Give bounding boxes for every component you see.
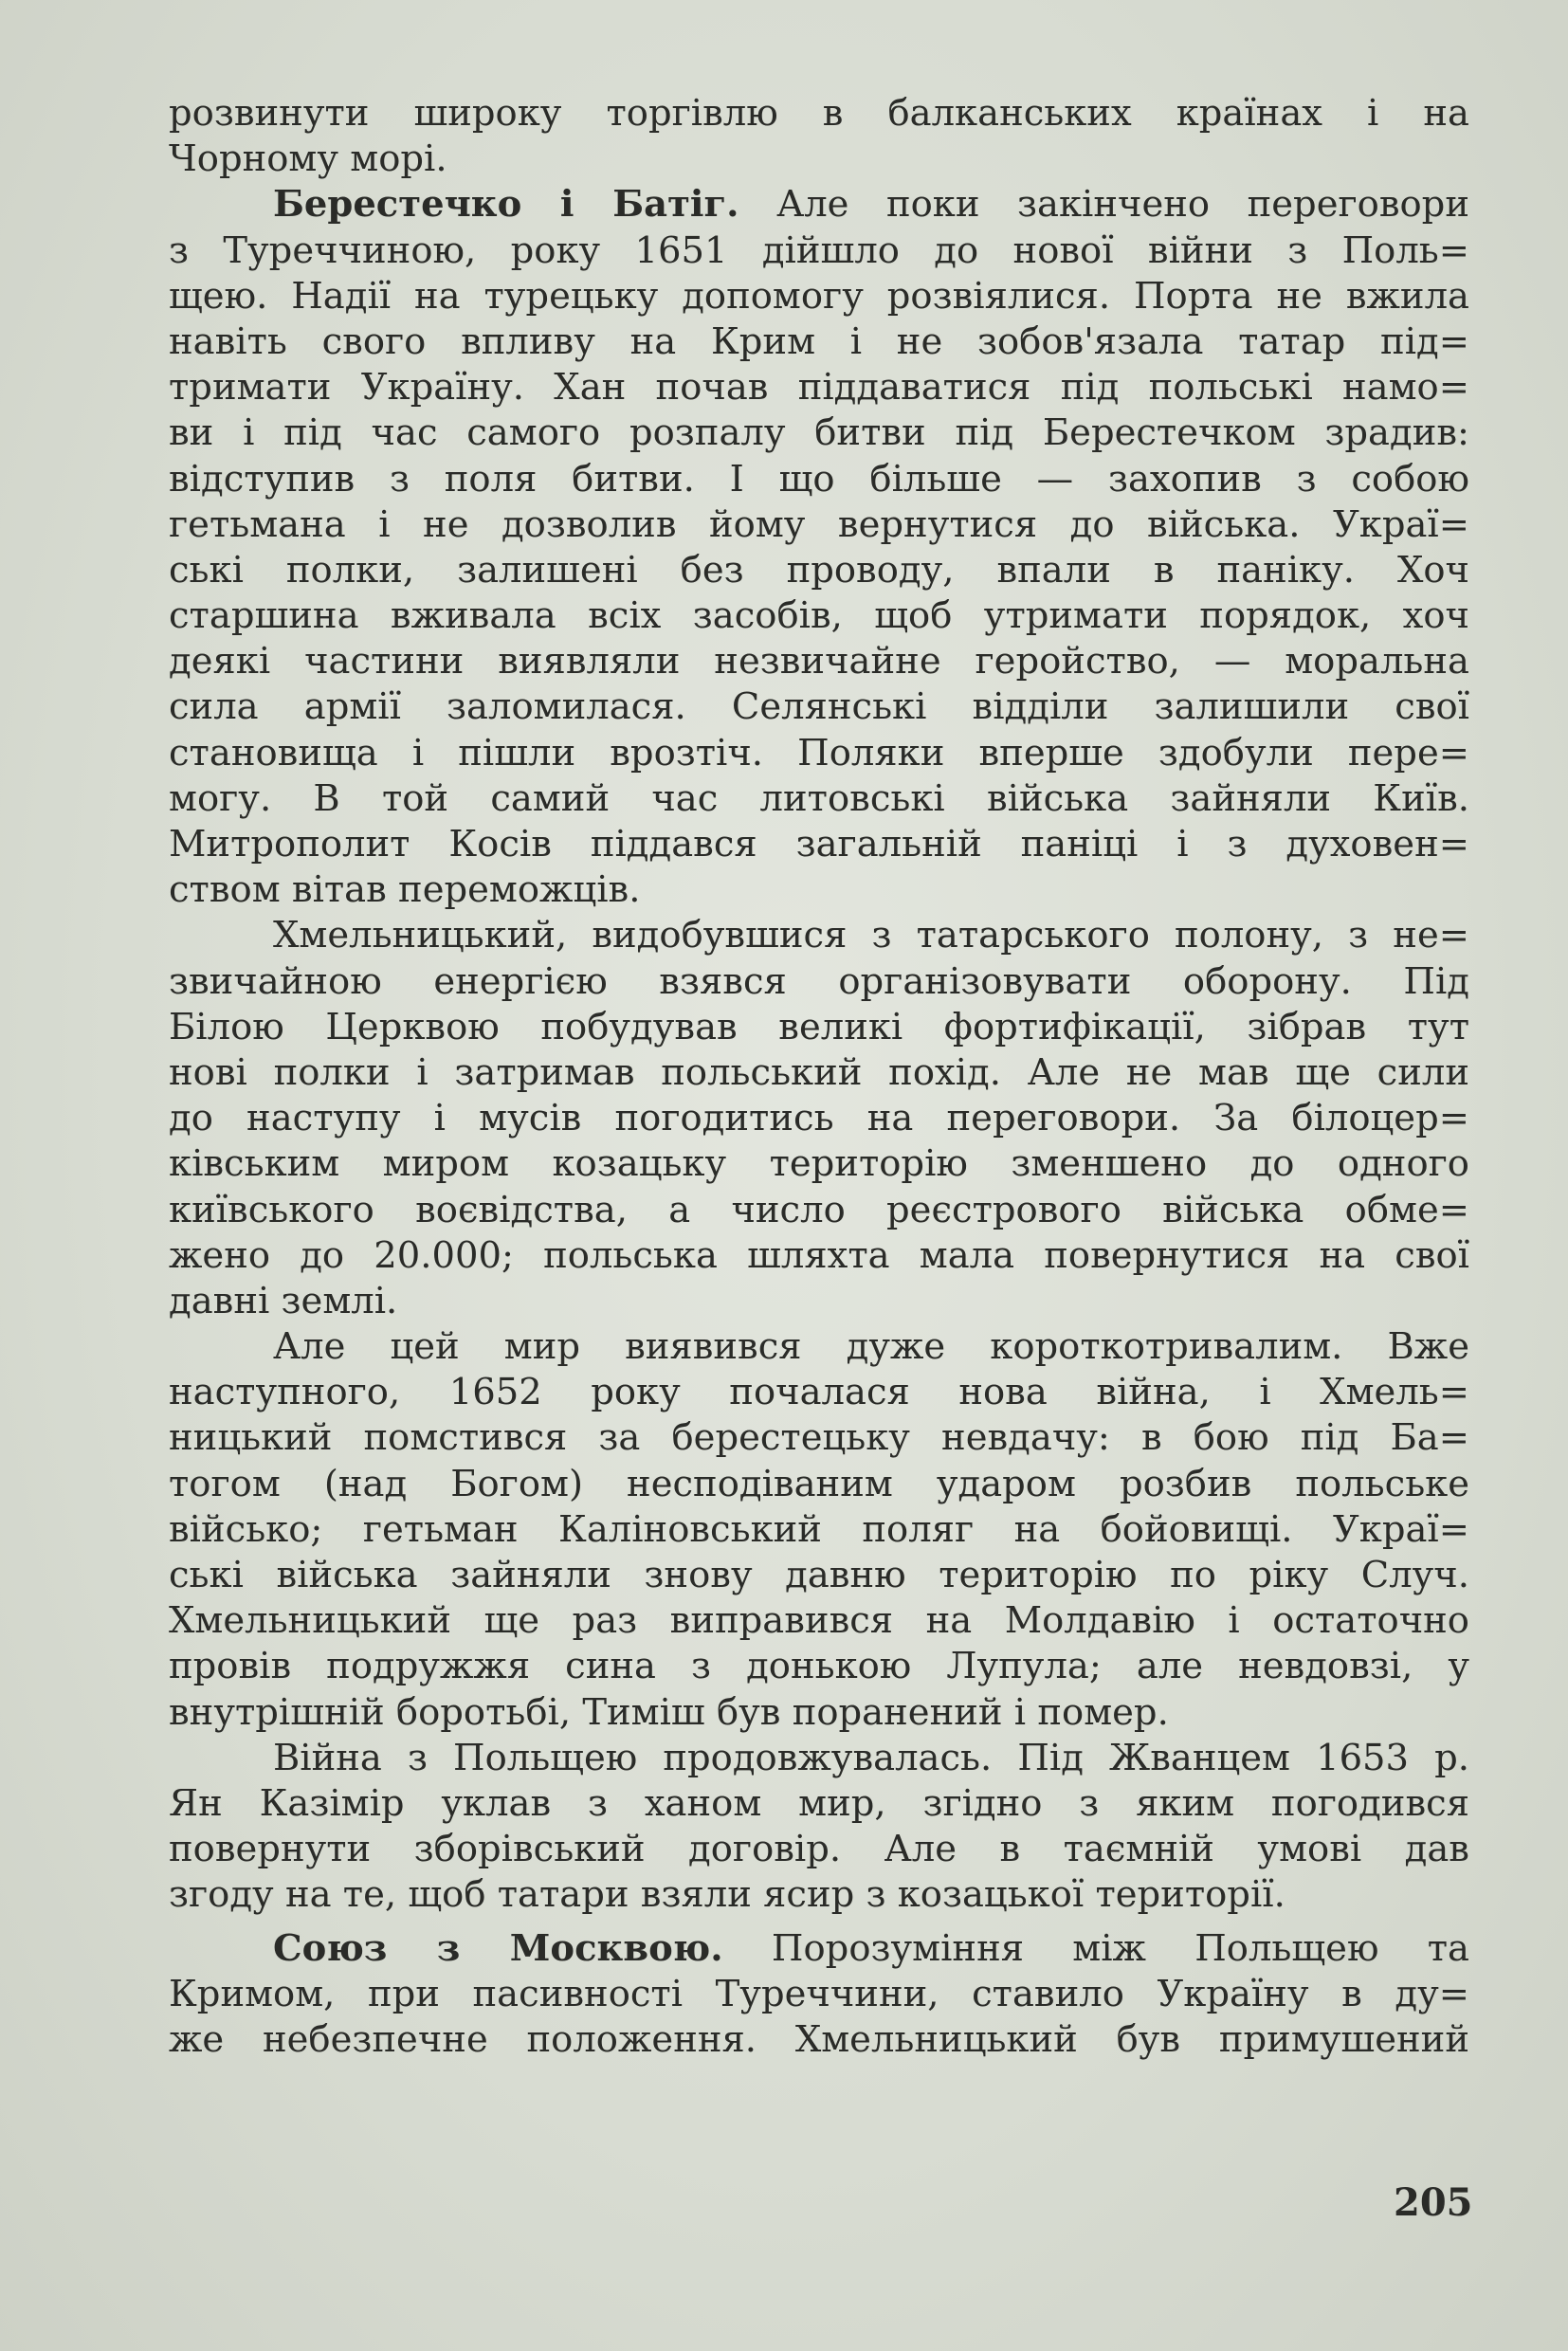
line-text: тримати Україну. Хан почав піддаватися під польські намо= bbox=[169, 366, 1469, 410]
line-text: Митрополит Косів піддався загальній паніці і з духовен= bbox=[169, 823, 1469, 866]
line-text: Білою Церквою побудував великі фортифікації, зібрав тут bbox=[169, 1005, 1469, 1048]
text-line bbox=[169, 1324, 1469, 1370]
text-line bbox=[169, 410, 1469, 456]
line-text: ківським миром козацьку територію зменшено до одного bbox=[169, 1142, 1469, 1186]
text-line bbox=[169, 137, 1469, 182]
line-text: до наступу і мусів погодитись на переговори. За білоцер= bbox=[169, 1097, 1469, 1140]
line-text: давні землі. bbox=[169, 1279, 398, 1322]
text-line bbox=[169, 1553, 1469, 1598]
section-heading: Берестечко і Батіг. bbox=[273, 183, 739, 227]
line-text: становища і пішли врозтіч. Поляки вперше здобули пере= bbox=[169, 731, 1469, 775]
line-text: нові полки і затримав польський похід. Але не мав ще сили bbox=[169, 1050, 1469, 1094]
page-number: 205 bbox=[1394, 2180, 1473, 2225]
text-line bbox=[169, 822, 1469, 867]
text-line bbox=[169, 319, 1469, 365]
line-text: Але цей мир виявився дуже короткотривалим. Вже bbox=[273, 1325, 1469, 1369]
line-text: сила армії заломилася. Селянські відділи залишили свої bbox=[169, 685, 1469, 729]
line-text: звичайною енергією взявся організовувати оборону. Під bbox=[169, 959, 1469, 1003]
text-line bbox=[169, 1736, 1469, 1781]
text-line bbox=[169, 867, 1469, 913]
line-text: Хмельницький, видобувшися з татарського полону, з не= bbox=[273, 914, 1469, 957]
section-heading: Союз з Москвою. bbox=[273, 1926, 723, 1970]
line-text: Але поки закінчено переговори bbox=[738, 183, 1469, 227]
line-text: Хмельницький ще раз виправився на Молдавію і остаточно bbox=[169, 1599, 1469, 1643]
line-text: ницький помстився за берестецьку невдачу: в бою під Ба= bbox=[169, 1416, 1469, 1460]
line-text: наступного, 1652 року почалася нова війна, і Хмель= bbox=[169, 1371, 1469, 1414]
line-text: провів подружжя сина з донькою Лупула; але невдовзі, у bbox=[169, 1645, 1469, 1688]
text-line bbox=[169, 182, 1469, 228]
line-text: жено до 20.000; польська шляхта мала повернутися на свої bbox=[169, 1233, 1469, 1277]
line-text: же небезпечне положення. Хмельницький був примушений bbox=[169, 2017, 1469, 2061]
text-line bbox=[169, 228, 1469, 274]
line-text: Кримом, при пасивності Туреччини, ставило Україну в ду= bbox=[169, 1972, 1469, 2015]
text-line bbox=[169, 91, 1469, 137]
text-line bbox=[169, 1096, 1469, 1141]
text-line bbox=[169, 274, 1469, 319]
paragraph-gap bbox=[169, 1919, 1469, 1926]
text-line bbox=[169, 684, 1469, 730]
text-line bbox=[169, 1872, 1469, 1918]
line-text: ви і під час самого розпалу битви під Берестечком зрадив: bbox=[169, 411, 1469, 455]
text-line bbox=[169, 1972, 1469, 2017]
text-line bbox=[169, 731, 1469, 776]
line-text: Війна з Польщею продовжувалась. Під Жванцем 1653 р. bbox=[273, 1736, 1469, 1779]
line-text: старшина вживала всіх засобів, щоб утримати порядок, хоч bbox=[169, 594, 1469, 638]
line-text: київського воєвідства, а число реєстрового війська обме= bbox=[169, 1188, 1469, 1231]
line-text: ські полки, залишені без проводу, впали в паніку. Хоч bbox=[169, 548, 1469, 592]
line-text: військо; гетьман Каліновський поляг на бойовищі. Украї= bbox=[169, 1507, 1469, 1551]
text-line bbox=[169, 1462, 1469, 1507]
text-line bbox=[169, 593, 1469, 639]
text-line bbox=[169, 548, 1469, 593]
line-text: Порозуміння між Польщею та bbox=[722, 1926, 1469, 1970]
text-line bbox=[169, 1415, 1469, 1461]
line-text: відступив з поля битви. І що більше — захопив з собою bbox=[169, 457, 1469, 501]
text-line bbox=[169, 457, 1469, 502]
line-text: ством вітав переможців. bbox=[169, 868, 641, 912]
line-text: навіть свого впливу на Крим і не зобов'язала татар під= bbox=[169, 319, 1469, 363]
text-line bbox=[169, 2017, 1469, 2063]
line-text: гетьмана і не дозволив йому вернутися до війська. Украї= bbox=[169, 502, 1469, 546]
line-text: з Туреччиною, року 1651 дійшло до нової війни з Поль= bbox=[169, 228, 1469, 272]
line-text: тогом (над Богом) несподіваним ударом розбив польське bbox=[169, 1462, 1469, 1505]
text-line bbox=[169, 1141, 1469, 1187]
text-line bbox=[169, 1050, 1469, 1096]
text-line bbox=[169, 1690, 1469, 1736]
text-line bbox=[169, 959, 1469, 1005]
line-text: розвинути широку торгівлю в балканських країнах і на bbox=[169, 92, 1469, 135]
line-text: повернути зборівський договір. Але в таємній умові дав bbox=[169, 1828, 1469, 1871]
text-line bbox=[169, 502, 1469, 548]
text-line bbox=[169, 1827, 1469, 1872]
text-line bbox=[169, 776, 1469, 822]
line-text: Чорному морі. bbox=[169, 137, 447, 181]
text-line bbox=[169, 1370, 1469, 1415]
line-text: щею. Надії на турецьку допомогу розвіялися. Порта не вжила bbox=[169, 274, 1469, 318]
line-text: згоду на те, щоб татари взяли ясир з козацької території. bbox=[169, 1873, 1285, 1917]
text-line bbox=[169, 1598, 1469, 1644]
text-line bbox=[169, 1507, 1469, 1553]
text-line bbox=[169, 1233, 1469, 1279]
text-line bbox=[169, 1279, 1469, 1324]
line-text: Ян Казімір уклав з ханом мир, згідно з яким погодився bbox=[169, 1781, 1469, 1825]
line-text: деякі частини виявляли незвичайне геройство, — моральна bbox=[169, 640, 1469, 683]
text-line bbox=[169, 1188, 1469, 1233]
text-line bbox=[169, 1644, 1469, 1689]
line-text: ські війська зайняли знову давню територію по ріку Случ. bbox=[169, 1554, 1469, 1596]
text-line bbox=[169, 365, 1469, 410]
text-line bbox=[169, 913, 1469, 958]
text-line bbox=[169, 1926, 1469, 1972]
body-text bbox=[169, 91, 1469, 2063]
text-line bbox=[169, 1005, 1469, 1050]
line-text: внутрішній боротьбі, Тиміш був поранений і помер. bbox=[169, 1690, 1169, 1734]
line-text: могу. В той самий час литовські війська зайняли Київ. bbox=[169, 776, 1469, 820]
text-line bbox=[169, 1781, 1469, 1827]
text-line bbox=[169, 639, 1469, 684]
